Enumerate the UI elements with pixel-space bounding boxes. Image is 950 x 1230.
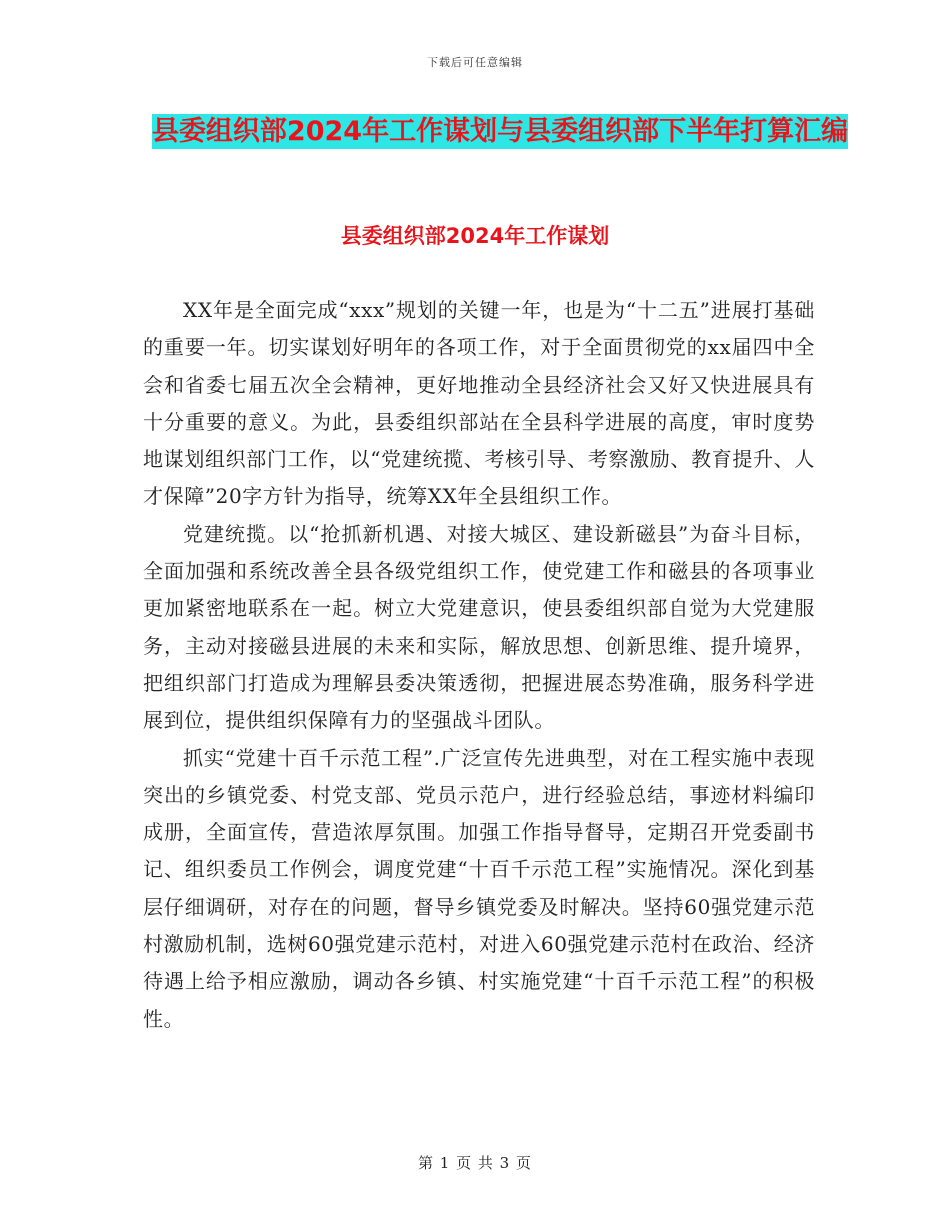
header-note: 下载后可任意编辑 bbox=[427, 56, 523, 69]
document-body bbox=[143, 292, 815, 1038]
document-title bbox=[140, 108, 860, 155]
page-number-footer: 第 1 页 共 3 页 bbox=[418, 1154, 532, 1172]
section-title: 县委组织部2024年工作谋划 bbox=[340, 224, 610, 248]
document-title-text: 县委组织部2024年工作谋划与县委组织部下半年打算汇编 bbox=[151, 116, 849, 147]
paragraph: XX年是全面完成“xxx”规划的关键一年，也是为“十二五”进展打基础的重要一年。切实谋划好明年的各项工作，对于全面贯彻党的xx届四中全会和省委七届五次全会精神，更好地推动全县经济社会又好又快进展具有十分重要的意义。为此，县委组织部站在全县科学进展的高度，审时度势地谋划组织部门工作，以“党建统揽、考核引导、考察激励、教育提升、人才保障”20字方针为指导，统筹XX年全县组织工作。 bbox=[143, 298, 815, 509]
paragraph: 抓实“党建十百千示范工程”.广泛宣传先进典型，对在工程实施中表现突出的乡镇党委、村党支部、党员示范户，进行经验总结，事迹材料编印成册，全面宣传，营造浓厚氛围。加强工作指导督导，定期召开党委副书记、组织委员工作例会，调度党建“十百千示范工程”实施情况。深化到基层仔细调研，对存在的问题，督导乡镇党委及时解决。坚持60强党建示范村激励机制，选树60强党建示范村，对进入60强党建示范村在政治、经济待遇上给予相应激励，调动各乡镇、村实施党建“十百千示范工程”的积极性。 bbox=[143, 745, 815, 1031]
paragraph: 党建统揽。以“抢抓新机遇、对接大城区、建设新磁县”为奋斗目标，全面加强和系统改善全县各级党组织工作，使党建工作和磁县的各项事业更加紧密地联系在一起。树立大党建意识，使县委组织部自觉为大党建服务，主动对接磁县进展的未来和实际，解放思想、创新思维、提升境界，把组织部门打造成为理解县委决策透彻，把握进展态势准确，服务科学进展到位，提供组织保障有力的坚强战斗团队。 bbox=[143, 521, 815, 733]
